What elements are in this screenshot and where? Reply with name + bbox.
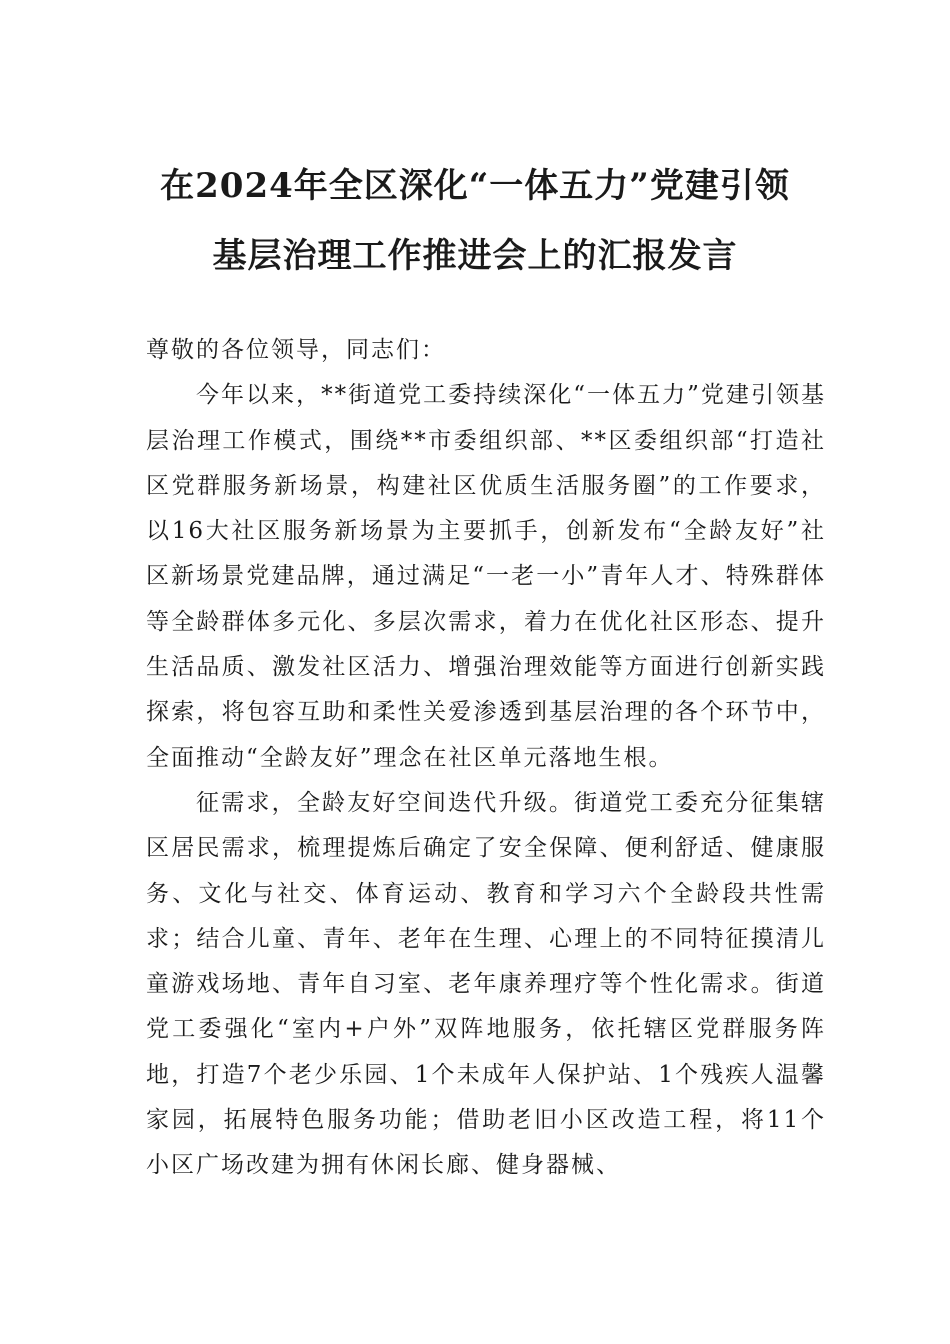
paragraph-intro: 今年以来，**街道党工委持续深化“一体五力”党建引领基层治理工作模式，围绕**市委组织部、**区委组织部“打造社区党群服务新场景，构建社区优质生活服务圈”的工作要求，以16大社区服务新场景为主要抓手，创新发布“全龄友好”社区新场景党建品牌，通过满足“一老一小”青年人才、特殊群体等全龄群体多元化、多层次需求，着力在优化社区形态、提升生活品质、激发社区活力、增强治理效能等方面进行创新实践探索，将包容互助和柔性关爱渗透到基层治理的各个环节中，全面推动“全龄友好”理念在社区单元落地生根。 (146, 382, 826, 771)
salutation: 尊敬的各位领导，同志们： (146, 337, 446, 363)
document-body (146, 328, 826, 1189)
paragraph-needs: 征需求，全龄友好空间迭代升级。街道党工委充分征集辖区居民需求，梳理提炼后确定了安全保障、便利舒适、健康服务、文化与社交、体育运动、教育和学习六个全龄段共性需求；结合儿童、青年、老年在生理、心理上的不同特征摸清儿童游戏场地、青年自习室、老年康养理疗等个性化需求。街道党工委强化“室内+户外”双阵地服务，依托辖区党群服务阵地，打造7个老少乐园、1个未成年人保护站、1个残疾人温馨家园，拓展特色服务功能；借助老旧小区改造工程，将11个小区广场改建为拥有休闲长廊、健身器械、 (146, 789, 826, 1179)
document-title-line-1: 在2024年全区深化“一体五力”党建引领 (160, 166, 790, 206)
document-title-line-2: 基层治理工作推进会上的汇报发言 (212, 236, 738, 276)
